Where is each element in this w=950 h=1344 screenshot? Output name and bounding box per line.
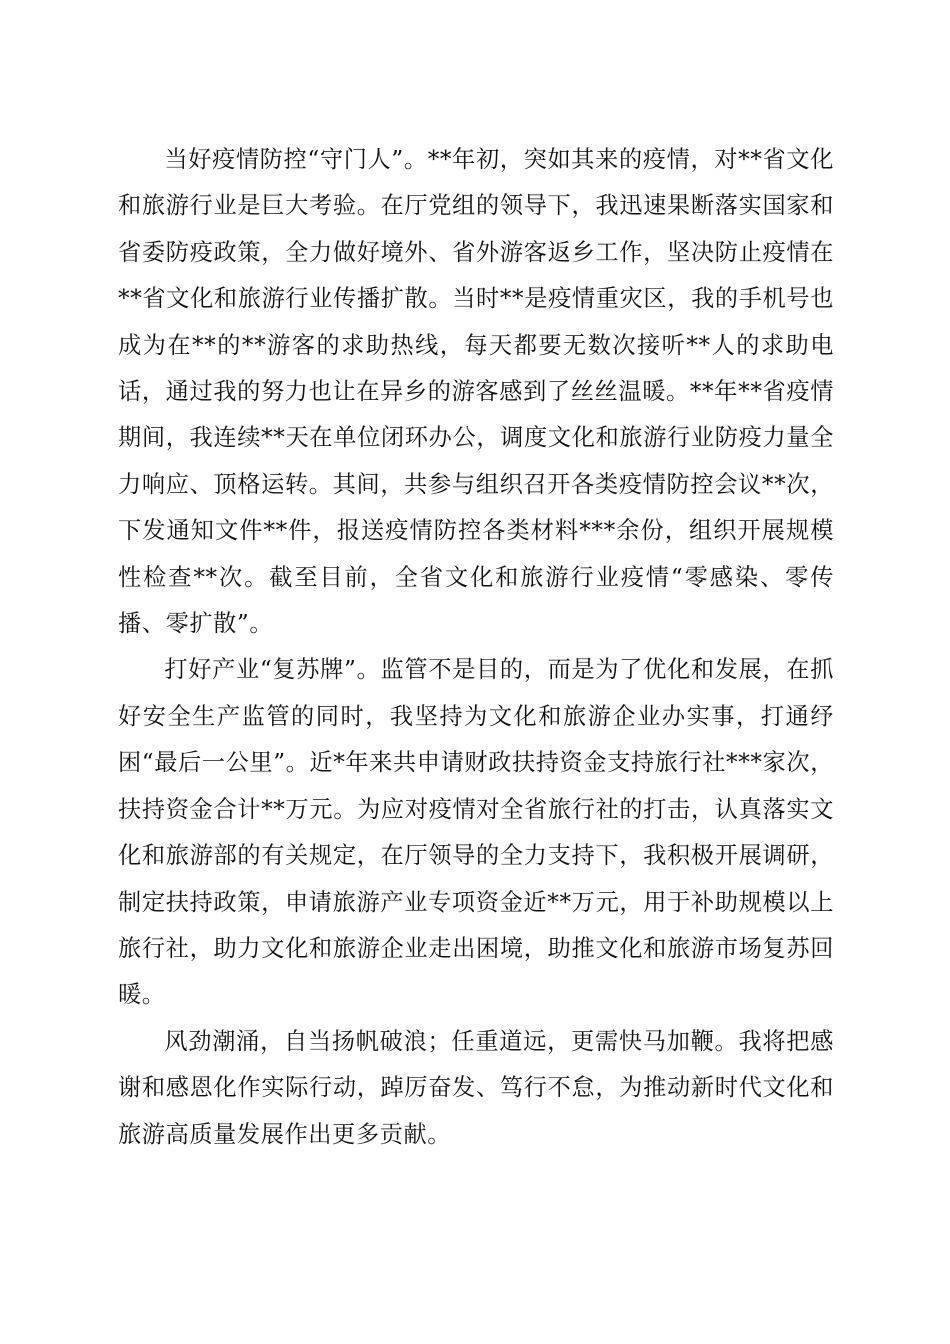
document-body (118, 137, 834, 1158)
paragraph-industry-recovery: 打好产业“复苏牌”。监管不是目的，而是为了优化和发展，在抓好安全生产监管的同时，我坚持为文化和旅游企业办实事，打通纾困“最后一公里”。近*年来共申请财政扶持资金支持旅行社***家次，扶持资金合计**万元。为应对疫情对全省旅行社的打击，认真落实文化和旅游部的有关规定，在厅领导的全力支持下，我积极开展调研，制定扶持政策，申请旅游产业专项资金近**万元，用于补助规模以上旅行社，助力文化和旅游企业走出困境，助推文化和旅游市场复苏回暖。 (118, 656, 834, 1009)
paragraph-epidemic-control: 当好疫情防控“守门人”。**年初，突如其来的疫情，对**省文化和旅游行业是巨大考验。在厅党组的领导下，我迅速果断落实国家和省委防疫政策，全力做好境外、省外游客返乡工作，坚决防止疫情在**省文化和旅游行业传播扩散。当时**是疫情重灾区，我的手机号也成为在**的**游客的求助热线，每天都要无数次接听**人的求助电话，通过我的努力也让在异乡的游客感到了丝丝温暖。**年**省疫情期间，我连续**天在单位闭环办公，调度文化和旅游行业防疫力量全力响应、顶格运转。其间，共参与组织召开各类疫情防控会议**次，下发通知文件**件，报送疫情防控各类材料***余份，组织开展规模性检查**次。截至目前，全省文化和旅游行业疫情“零感染、零传播、零扩散”。 (118, 146, 834, 638)
paragraph-closing: 风劲潮涌，自当扬帆破浪；任重道远，更需快马加鞭。我将把感谢和感恩化作实际行动，踔厉奋发、笃行不怠，为推动新时代文化和旅游高质量发展作出更多贡献。 (118, 1027, 834, 1148)
